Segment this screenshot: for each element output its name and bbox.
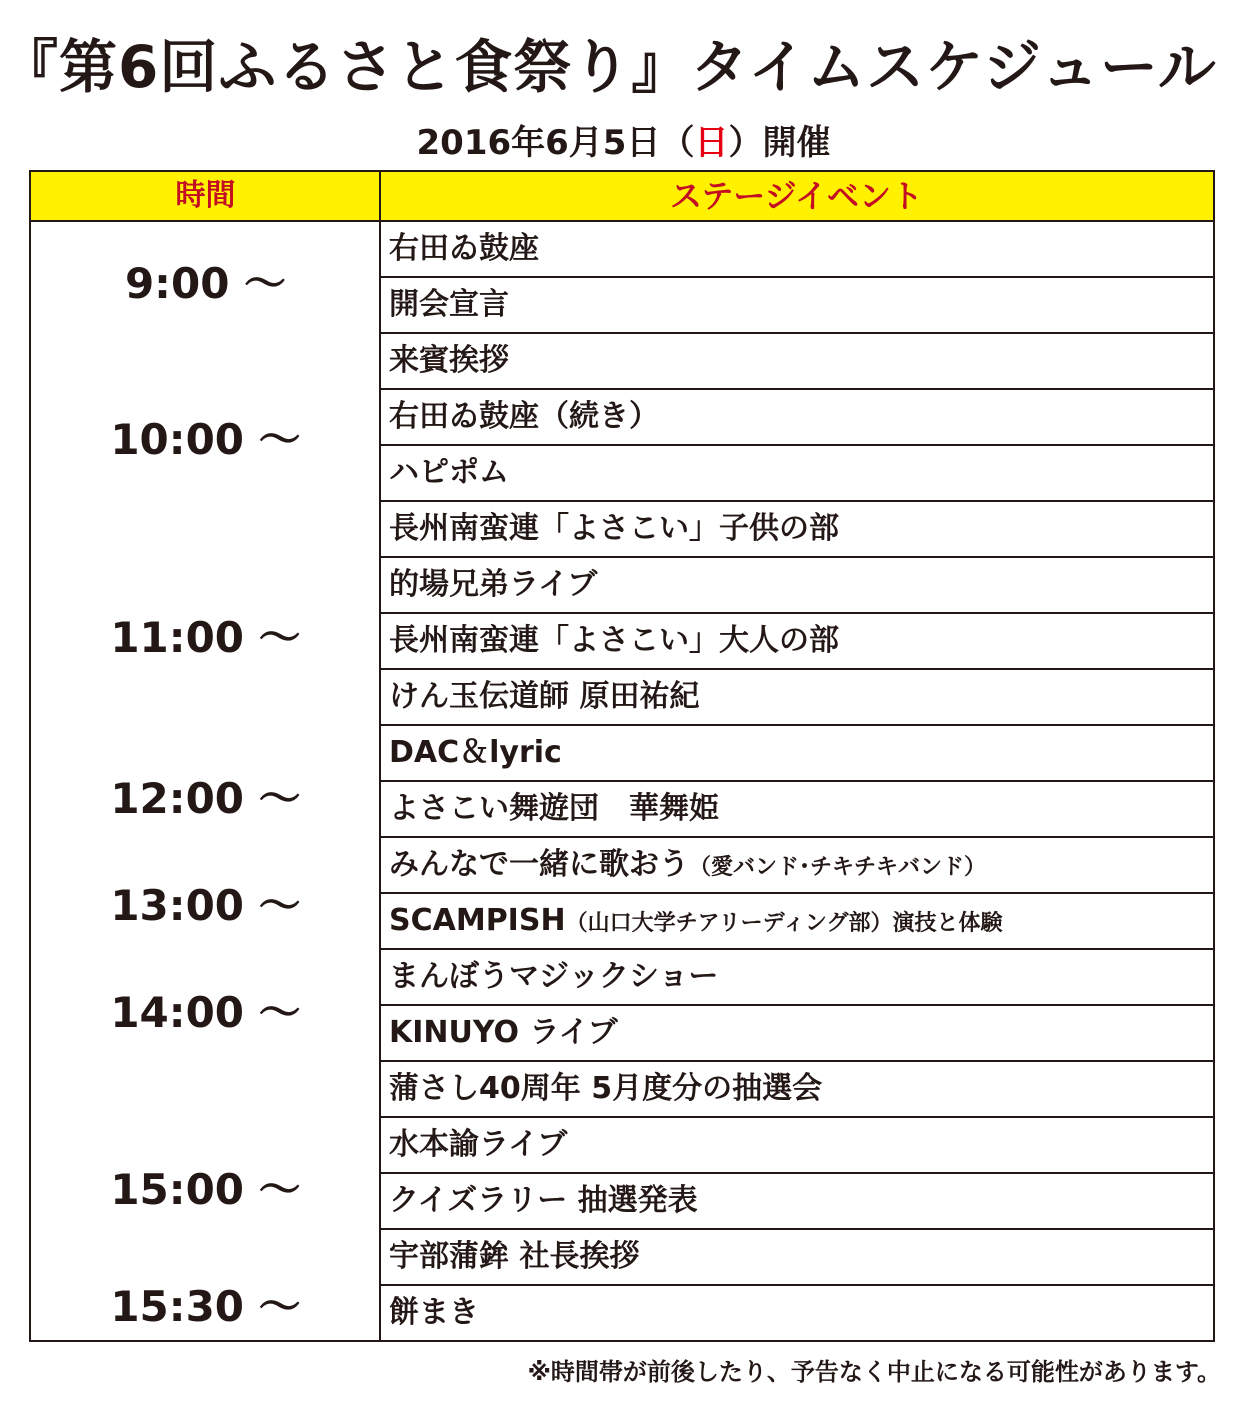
- time-slot: 13:00 ～: [110, 881, 301, 930]
- event-row: SCAMPISH（山口大学チアリーディング部）演技と体験: [381, 894, 1213, 950]
- time-slot: 15:00 ～: [110, 1165, 301, 1214]
- event-row: 宇部蒲鉾 社長挨拶: [381, 1230, 1213, 1286]
- event-row: 開会宣言: [381, 278, 1213, 334]
- event-row: 的場兄弟ライブ: [381, 558, 1213, 614]
- event-row: 長州南蛮連「よさこい」大人の部: [381, 614, 1213, 670]
- event-row: DAC＆lyric: [381, 726, 1213, 782]
- header-time: 時間: [175, 178, 236, 213]
- time-slot: 15:30 ～: [110, 1282, 301, 1331]
- event-row: 右田ゐ鼓座（続き）: [381, 390, 1213, 446]
- event-date: [0, 115, 1247, 164]
- date-day: 日: [694, 123, 729, 163]
- event-row: けん玉伝道師 原田祐紀: [381, 670, 1213, 726]
- event-row: まんぼうマジックショー: [381, 950, 1213, 1006]
- event-row: KINUYO ライブ: [381, 1006, 1213, 1062]
- event-row: ハピポム: [381, 446, 1213, 502]
- date-suffix: ）開催: [728, 123, 831, 163]
- page-title: 『第6回ふるさと食祭り』タイムスケジュール: [0, 33, 1217, 101]
- time-slot: 9:00 ～: [124, 259, 287, 308]
- table-header: [31, 172, 1213, 222]
- schedule-table: [29, 170, 1215, 1342]
- event-row: 水本諭ライブ: [381, 1118, 1213, 1174]
- event-row: みんなで一緒に歌おう（愛バンド･チキチキバンド）: [381, 838, 1213, 894]
- event-row: 右田ゐ鼓座: [381, 222, 1213, 278]
- event-row: クイズラリー 抽選発表: [381, 1174, 1213, 1230]
- event-row: 餅まき: [389, 1295, 479, 1330]
- header-event: ステージイベント: [669, 177, 924, 215]
- time-slot: 10:00 ～: [110, 415, 301, 464]
- time-slot: 11:00 ～: [110, 613, 301, 662]
- event-row: 長州南蛮連「よさこい」子供の部: [381, 502, 1213, 558]
- disclaimer-note: ※時間帯が前後したり、予告なく中止になる可能性があります。: [527, 1358, 1221, 1386]
- event-row: 来賓挨拶: [381, 334, 1213, 390]
- event-list: [381, 222, 1213, 1340]
- event-row: よさこい舞遊団 華舞姫: [381, 782, 1213, 838]
- event-row: 蒲さし40周年 5月度分の抽選会: [381, 1062, 1213, 1118]
- time-slot: 12:00 ～: [110, 774, 301, 823]
- date-prefix: 2016年6月5日（: [416, 123, 695, 163]
- time-slot: 14:00 ～: [110, 988, 301, 1037]
